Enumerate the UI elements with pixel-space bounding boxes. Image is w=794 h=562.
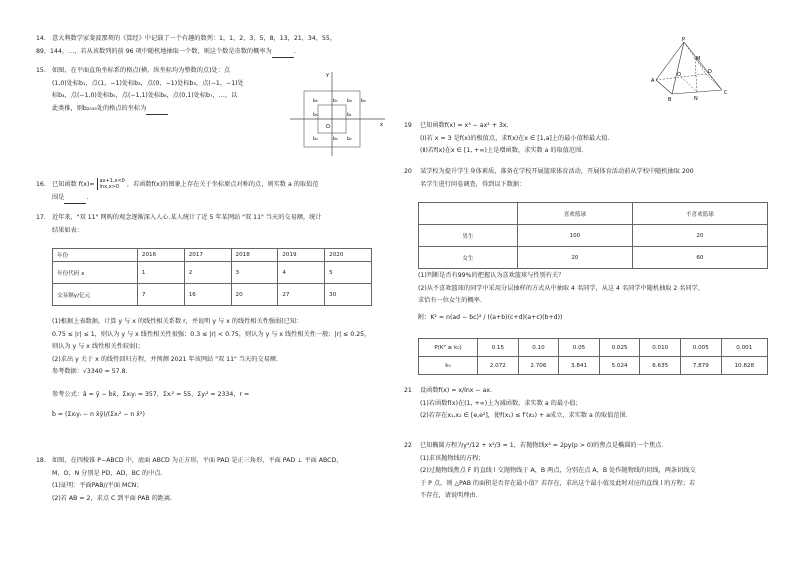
question-number: 16. bbox=[36, 181, 46, 188]
question-text: 名学生进行问卷调查，得到以下数据： bbox=[420, 180, 526, 188]
survey-table bbox=[418, 202, 768, 269]
vertex-C: C bbox=[724, 90, 728, 96]
lattice-figure bbox=[290, 68, 390, 158]
table-cell: 0.001 bbox=[721, 339, 767, 357]
vertex-B: B bbox=[668, 97, 672, 103]
question-14: 14. 意大利数学家斐波那契的《算经》中记载了一个有趣的数列：1，1，2，3，5，8，13，21，34，55， 89，144，…，若从该数列的前 96 项中随机地抽取一个数，则这个数是奇数的概率为 . bbox=[36, 33, 336, 58]
question-text: 89，144，…，若从该数列的前 96 项中随机地抽取一个数，则这个数是奇数的概率为 bbox=[36, 47, 272, 55]
question-text: ，若函数f(x)的图象上存在关于坐标原点对称的点，则实数 a 的取值范 bbox=[126, 181, 319, 188]
question-text: (1,0)处标b₁，点(1，−1)处标b₂，点(0，−1)处标b₃，点(−1，−1)处 bbox=[52, 79, 244, 87]
table-cell bbox=[419, 203, 518, 225]
question-text: 如图，在四棱锥 P−ABCD 中，底面 ABCD 为正方形，平面 PAD 是正三角形，平面 PAD ⊥ 平面 ABCD， bbox=[52, 457, 343, 464]
question-16: 16. 已知函数 f(x)= ax+1,x<0 lnx,x>0 ，若函数f(x)的图象上存在关于坐标原点对称的点，则实数 a 的取值范 围是 . bbox=[36, 178, 318, 204]
point-O: O bbox=[677, 72, 681, 78]
critical-value-table bbox=[418, 338, 768, 375]
label-b9: b₉ bbox=[361, 99, 366, 104]
table-cell: 5 bbox=[325, 262, 372, 284]
reference-data: 参考数据：√3340 ≈ 57.8. bbox=[52, 368, 128, 375]
question-number: 20 bbox=[404, 168, 412, 175]
table-cell: 0.05 bbox=[559, 339, 600, 357]
label-b3: b₃ bbox=[333, 137, 338, 142]
question-17 bbox=[36, 212, 322, 237]
question-number: 18. bbox=[36, 457, 46, 464]
table-cell: 0.10 bbox=[518, 339, 559, 357]
question-number: 14. bbox=[36, 35, 46, 42]
question-text: 已知函数f(x) = x³ − ax² + 3x. bbox=[420, 122, 509, 129]
table-cell: 10.828 bbox=[721, 357, 767, 375]
table-cell: 0.025 bbox=[599, 339, 640, 357]
part-1: (Ⅰ)若 x = 3 是f(x)的极值点，求f(x)在x ∈ [1,a]上的最小值和最大值. bbox=[420, 134, 610, 142]
question-text: 标b₄，点(−1,0)处标b₅，点(−1,1)处标b₆，点(0,1)处标b₇，…，以 bbox=[52, 92, 238, 99]
answer-blank[interactable] bbox=[146, 114, 168, 115]
table-cell: 年份代码 x bbox=[53, 262, 138, 284]
table-row bbox=[419, 357, 768, 375]
y-axis-label: y bbox=[326, 72, 329, 78]
table-row bbox=[53, 284, 372, 306]
table-cell: 2.072 bbox=[478, 357, 519, 375]
table-row bbox=[53, 262, 372, 284]
table-cell: 2 bbox=[184, 262, 231, 284]
table-cell: 0.15 bbox=[478, 339, 519, 357]
table-row bbox=[419, 339, 768, 357]
question-text: 设函数f(x) = x/lnx − ax. bbox=[420, 387, 492, 394]
question-number: 19 bbox=[404, 122, 412, 129]
label-b2: b₂ bbox=[347, 137, 352, 142]
table-cell: 20 bbox=[518, 247, 633, 269]
question-number: 17. bbox=[36, 214, 46, 221]
question-18 bbox=[36, 455, 342, 505]
part-1: (1)求该抛物线的方程； bbox=[420, 454, 485, 462]
part-1-cont: 则认为 y 与 x 线性相关性较弱)； bbox=[52, 343, 144, 350]
question-19 bbox=[404, 120, 610, 158]
function-def: f(x)= bbox=[78, 181, 95, 188]
table-row bbox=[419, 203, 768, 225]
table-cell: 交易额y/亿元 bbox=[53, 284, 138, 306]
table-cell: 2016 bbox=[137, 249, 184, 262]
part-2-cont: 于 P 点，则 △PAB 的面积是否存在最小值？若存在，求出这个最小值及此时对应的直线 l 的方程；若 bbox=[420, 479, 696, 487]
question-20-parts bbox=[418, 270, 704, 324]
question-text: 意大利数学家斐波那契的《算经》中记载了一个有趣的数列：1，1，2，3，5，8，13，21，34，55， bbox=[52, 35, 337, 42]
label-b4: b₄ bbox=[313, 137, 318, 142]
point-M: M bbox=[696, 56, 701, 62]
x-axis-label: x bbox=[380, 122, 383, 128]
part-1: (1)证明：平面PAB//平面 MCN； bbox=[52, 482, 143, 489]
question-text: 围是 bbox=[52, 193, 65, 201]
question-number: 22 bbox=[404, 442, 412, 449]
table-cell: 16 bbox=[184, 284, 231, 306]
table-row bbox=[53, 249, 372, 262]
table-row bbox=[419, 225, 768, 247]
part-1: (1)根据上表数据，计算 y 与 x 的线性相关系数 r，并说明 y 与 x 的线性相关性强弱(已知： bbox=[52, 318, 303, 325]
question-text: M，O，N 分别是 PD，AD，BC 的中点. bbox=[52, 469, 163, 477]
table-cell: 20 bbox=[632, 225, 767, 247]
question-17-parts bbox=[52, 316, 370, 422]
table-cell: 6.635 bbox=[640, 357, 681, 375]
k-squared-formula: 附：K² = n(ad − bc)² / ((a+b)(c+d)(a+c)(b+d)) bbox=[418, 313, 563, 321]
part-2: (2)求出 y 关于 x 的线性回归方程，并预测 2021 年该网站 "双 11" 当天的交易额. bbox=[52, 355, 278, 363]
table-cell: 60 bbox=[632, 247, 767, 269]
table-cell: 100 bbox=[518, 225, 633, 247]
part-1-cont: 0.75 ≤ |r| ≤ 1，则认为 y 与 x 线性相关性很强；0.3 ≤ |r| < 0.75，则认为 y 与 x 线性相关性一般；|r| ≤ 0.25， bbox=[52, 330, 371, 338]
part-2: (2)若 AB = 2，求点 C 到平面 PAB 的距离. bbox=[52, 494, 173, 502]
table-cell: 27 bbox=[278, 284, 325, 306]
part-2-cont: 求恰有一位女生的概率. bbox=[418, 297, 482, 304]
question-text: 如图，在平面直角坐标系的格点(横、纵坐标均为整数的点)处：点 bbox=[52, 67, 231, 74]
table-cell: 7.879 bbox=[681, 357, 722, 375]
table-cell: 2018 bbox=[231, 249, 278, 262]
label-b6: b₆ bbox=[313, 99, 318, 104]
table-cell: 不喜欢篮球 bbox=[632, 203, 767, 225]
question-21 bbox=[404, 385, 628, 423]
table-cell: 5.024 bbox=[599, 357, 640, 375]
origin-label: O bbox=[326, 124, 330, 130]
table-cell: 1 bbox=[137, 262, 184, 284]
question-text: 结果如表： bbox=[52, 226, 83, 234]
part-1: (1)若函数f(x)在(1, +∞)上为减函数，求实数 a 的最小值； bbox=[420, 399, 582, 407]
piece-2: lnx,x>0 bbox=[99, 184, 119, 190]
question-text: 近年来，"双 11" 网购的观念逐渐深入人心.某人统计了近 5 年某网站 "双 11" 当天的交易额，统计 bbox=[52, 214, 322, 221]
question-text: 某学校为提升学生身体素质，准备在学校开展篮球体育活动，开展体育活动前从学校中随机抽取 200 bbox=[420, 168, 694, 175]
answer-blank[interactable] bbox=[64, 203, 86, 204]
vertex-P: P bbox=[682, 37, 686, 43]
reference-formula: 参考公式：â = ȳ − b̂x̄，Σxᵢyᵢ = 357，Σxᵢ² = 55，Σyᵢ² = 2334，r = bbox=[52, 390, 250, 398]
table-cell: 2020 bbox=[325, 249, 372, 262]
part-2-cont: 不存在，请说明理由. bbox=[420, 492, 478, 499]
question-text: 此类推，则b₂₀₁₉处的格点的坐标为 bbox=[52, 104, 147, 112]
table-cell: P(K² ≥ k₀) bbox=[419, 339, 478, 357]
label-b1: b₁ bbox=[347, 113, 352, 118]
table-cell: 0.010 bbox=[640, 339, 681, 357]
question-text: 已知椭圆方程为y²/12 + x²/3 = 1，若抛物线x² = 2py(p > 0)的焦点是椭圆的一个焦点. bbox=[420, 442, 664, 449]
table-cell: 男生 bbox=[419, 225, 518, 247]
table-cell: k₀ bbox=[419, 357, 478, 375]
question-15 bbox=[36, 65, 244, 115]
question-22 bbox=[404, 440, 696, 503]
question-text: 已知函数 bbox=[52, 181, 77, 188]
piece-1: ax+1,x<0 bbox=[99, 178, 125, 184]
part-2: (Ⅱ)若f(x)在x ∈ [1, +∞)上是增函数，求实数 a 的取值范围. bbox=[420, 147, 584, 154]
point-N: N bbox=[694, 96, 698, 102]
table-cell: 7 bbox=[137, 284, 184, 306]
trade-table bbox=[52, 248, 372, 306]
table-cell: 女生 bbox=[419, 247, 518, 269]
table-cell: 喜欢篮球 bbox=[518, 203, 633, 225]
question-number: 21 bbox=[404, 387, 412, 394]
label-b7: b₇ bbox=[333, 99, 338, 104]
table-cell: 年份 bbox=[53, 249, 138, 262]
answer-blank[interactable] bbox=[272, 57, 294, 58]
table-cell: 4 bbox=[278, 262, 325, 284]
table-cell: 0.005 bbox=[681, 339, 722, 357]
part-2: (2)若存在x₁,x₂ ∈ [e,e²]，使f(x₁) ≤ f′(x₂) + a成立，求实数 a 的取值范围. bbox=[420, 412, 628, 419]
table-cell: 20 bbox=[231, 284, 278, 306]
question-20 bbox=[404, 166, 694, 191]
table-cell: 30 bbox=[325, 284, 372, 306]
part-2: (2)从不喜欢篮球的同学中采用分层抽样的方式从中抽取 4 名同学，从这 4 名同学中随机抽取 2 名同学， bbox=[418, 284, 705, 292]
part-1: (1)判断是否有99%的把握认为喜欢篮球与性别有关？ bbox=[418, 272, 565, 279]
vertex-A: A bbox=[651, 78, 655, 84]
label-b8: b₈ bbox=[347, 99, 352, 104]
part-2: (2)过抛物线焦点 F 的直线 l 交抛物线于 A，B 两点，分别在点 A，B 处作抛物线的切线，两条切线交 bbox=[420, 467, 696, 474]
table-cell: 2017 bbox=[184, 249, 231, 262]
table-row bbox=[419, 247, 768, 269]
table-cell: 3 bbox=[231, 262, 278, 284]
regression-formula: b̂ = (Σxᵢyᵢ − n x̄ȳ)/(Σxᵢ² − n x̄²) bbox=[52, 411, 145, 418]
question-number: 15. bbox=[36, 67, 46, 74]
pyramid-figure bbox=[650, 36, 730, 104]
vertex-D: D bbox=[708, 69, 712, 75]
table-cell: 2019 bbox=[278, 249, 325, 262]
table-cell: 2.706 bbox=[518, 357, 559, 375]
label-b5: b₅ bbox=[313, 113, 318, 118]
table-cell: 3.841 bbox=[559, 357, 600, 375]
